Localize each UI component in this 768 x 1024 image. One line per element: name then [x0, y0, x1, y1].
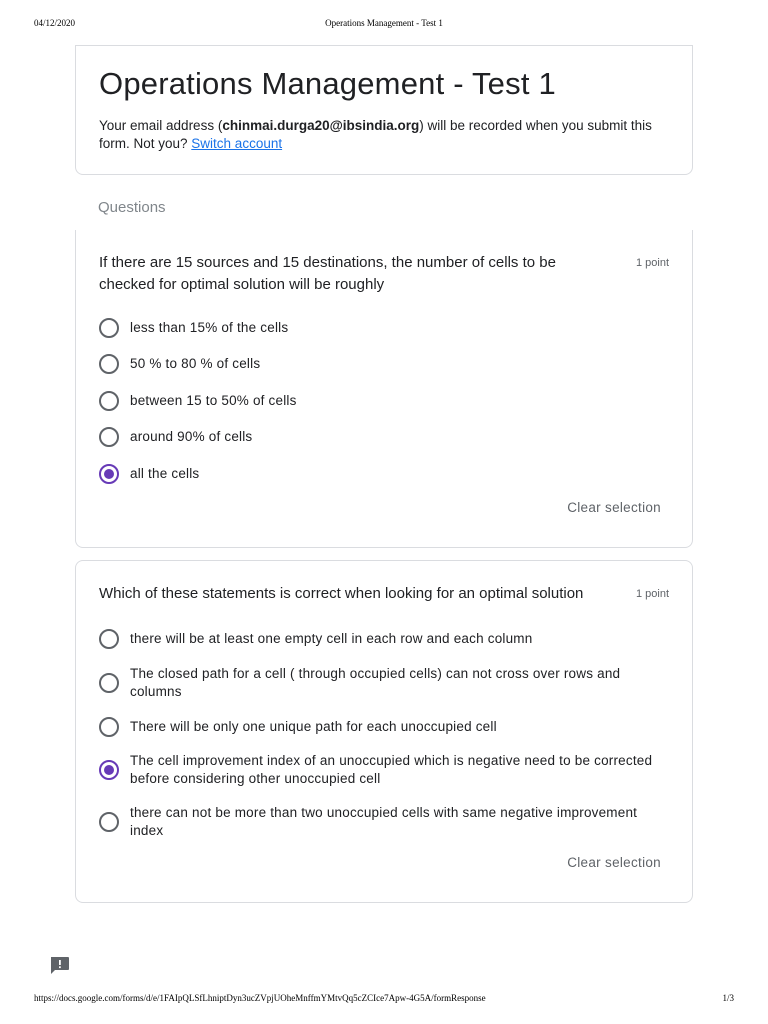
option-label: The cell improvement index of an unoccupied which is negative need to be corrected before considering other unoccupied cell — [130, 753, 653, 786]
print-url: https://docs.google.com/forms/d/e/1FAIpQLSfLhniptDyn3ucZVpjUOheMnffmYMtvQq5cZCIce7Apw-4G5A/formResponse — [34, 993, 486, 1003]
question-card-1 — [75, 230, 693, 548]
clear-selection-button[interactable]: Clear selection — [567, 855, 661, 870]
radio-option-selected[interactable] — [99, 464, 659, 484]
radio-option[interactable] — [99, 629, 659, 649]
radio-option[interactable] — [99, 391, 659, 411]
report-feedback-icon[interactable] — [49, 956, 70, 975]
switch-account-link[interactable]: Switch account — [191, 136, 283, 151]
print-date: 04/12/2020 — [34, 18, 76, 28]
radio-option[interactable] — [99, 318, 659, 338]
radio-button[interactable] — [99, 812, 119, 832]
radio-button[interactable] — [99, 391, 119, 411]
form-title: Operations Management - Test 1 — [99, 66, 556, 101]
radio-button[interactable] — [99, 629, 119, 649]
radio-button[interactable] — [99, 427, 119, 447]
radio-button[interactable] — [99, 673, 119, 693]
question-text: Which of these statements is correct when looking for an optimal solution — [99, 585, 584, 602]
radio-option[interactable] — [99, 804, 659, 840]
question-card-2 — [75, 560, 693, 903]
option-label: 50 % to 80 % of cells — [130, 356, 261, 371]
radio-option[interactable] — [99, 354, 659, 374]
email-prefix: Your email address ( — [99, 118, 223, 133]
radio-button[interactable] — [99, 354, 119, 374]
option-label: less than 15% of the cells — [130, 320, 289, 335]
option-label: around 90% of cells — [130, 429, 253, 444]
section-label: Questions — [98, 199, 166, 216]
radio-button-checked[interactable] — [99, 464, 119, 484]
print-header — [0, 18, 768, 30]
radio-option[interactable] — [99, 427, 659, 447]
option-label: there can not be more than two unoccupied cells with same negative improvement index — [130, 805, 638, 838]
question-points: 1 point — [635, 257, 669, 269]
print-footer — [0, 993, 768, 1005]
option-label: there will be at least one empty cell in each row and each column — [130, 631, 533, 646]
email-suffix: ) will be recorded when you submit this form. Not you? — [99, 118, 652, 151]
email-address: chinmai.durga20@ibsindia.org — [222, 118, 420, 133]
question-text: If there are 15 sources and 15 destinations, the number of cells to be checked for optimal solution will be roughly — [99, 254, 556, 293]
page-number: 1/3 — [722, 993, 734, 1003]
radio-option-selected[interactable] — [99, 752, 659, 788]
radio-option[interactable] — [99, 717, 659, 737]
option-label: between 15 to 50% of cells — [130, 393, 297, 408]
radio-button[interactable] — [99, 318, 119, 338]
option-label: There will be only one unique path for each unoccupied cell — [130, 719, 497, 734]
radio-option[interactable] — [99, 665, 659, 701]
clear-selection-button[interactable]: Clear selection — [567, 500, 661, 515]
question-points: 1 point — [635, 588, 669, 600]
option-label: The closed path for a cell ( through occupied cells) can not cross over rows and columns — [130, 666, 621, 699]
option-label: all the cells — [130, 466, 200, 481]
print-title: Operations Management - Test 1 — [325, 18, 443, 28]
form-header-card — [75, 45, 693, 175]
radio-button[interactable] — [99, 717, 119, 737]
radio-button-checked[interactable] — [99, 760, 119, 780]
email-notice — [99, 117, 671, 153]
